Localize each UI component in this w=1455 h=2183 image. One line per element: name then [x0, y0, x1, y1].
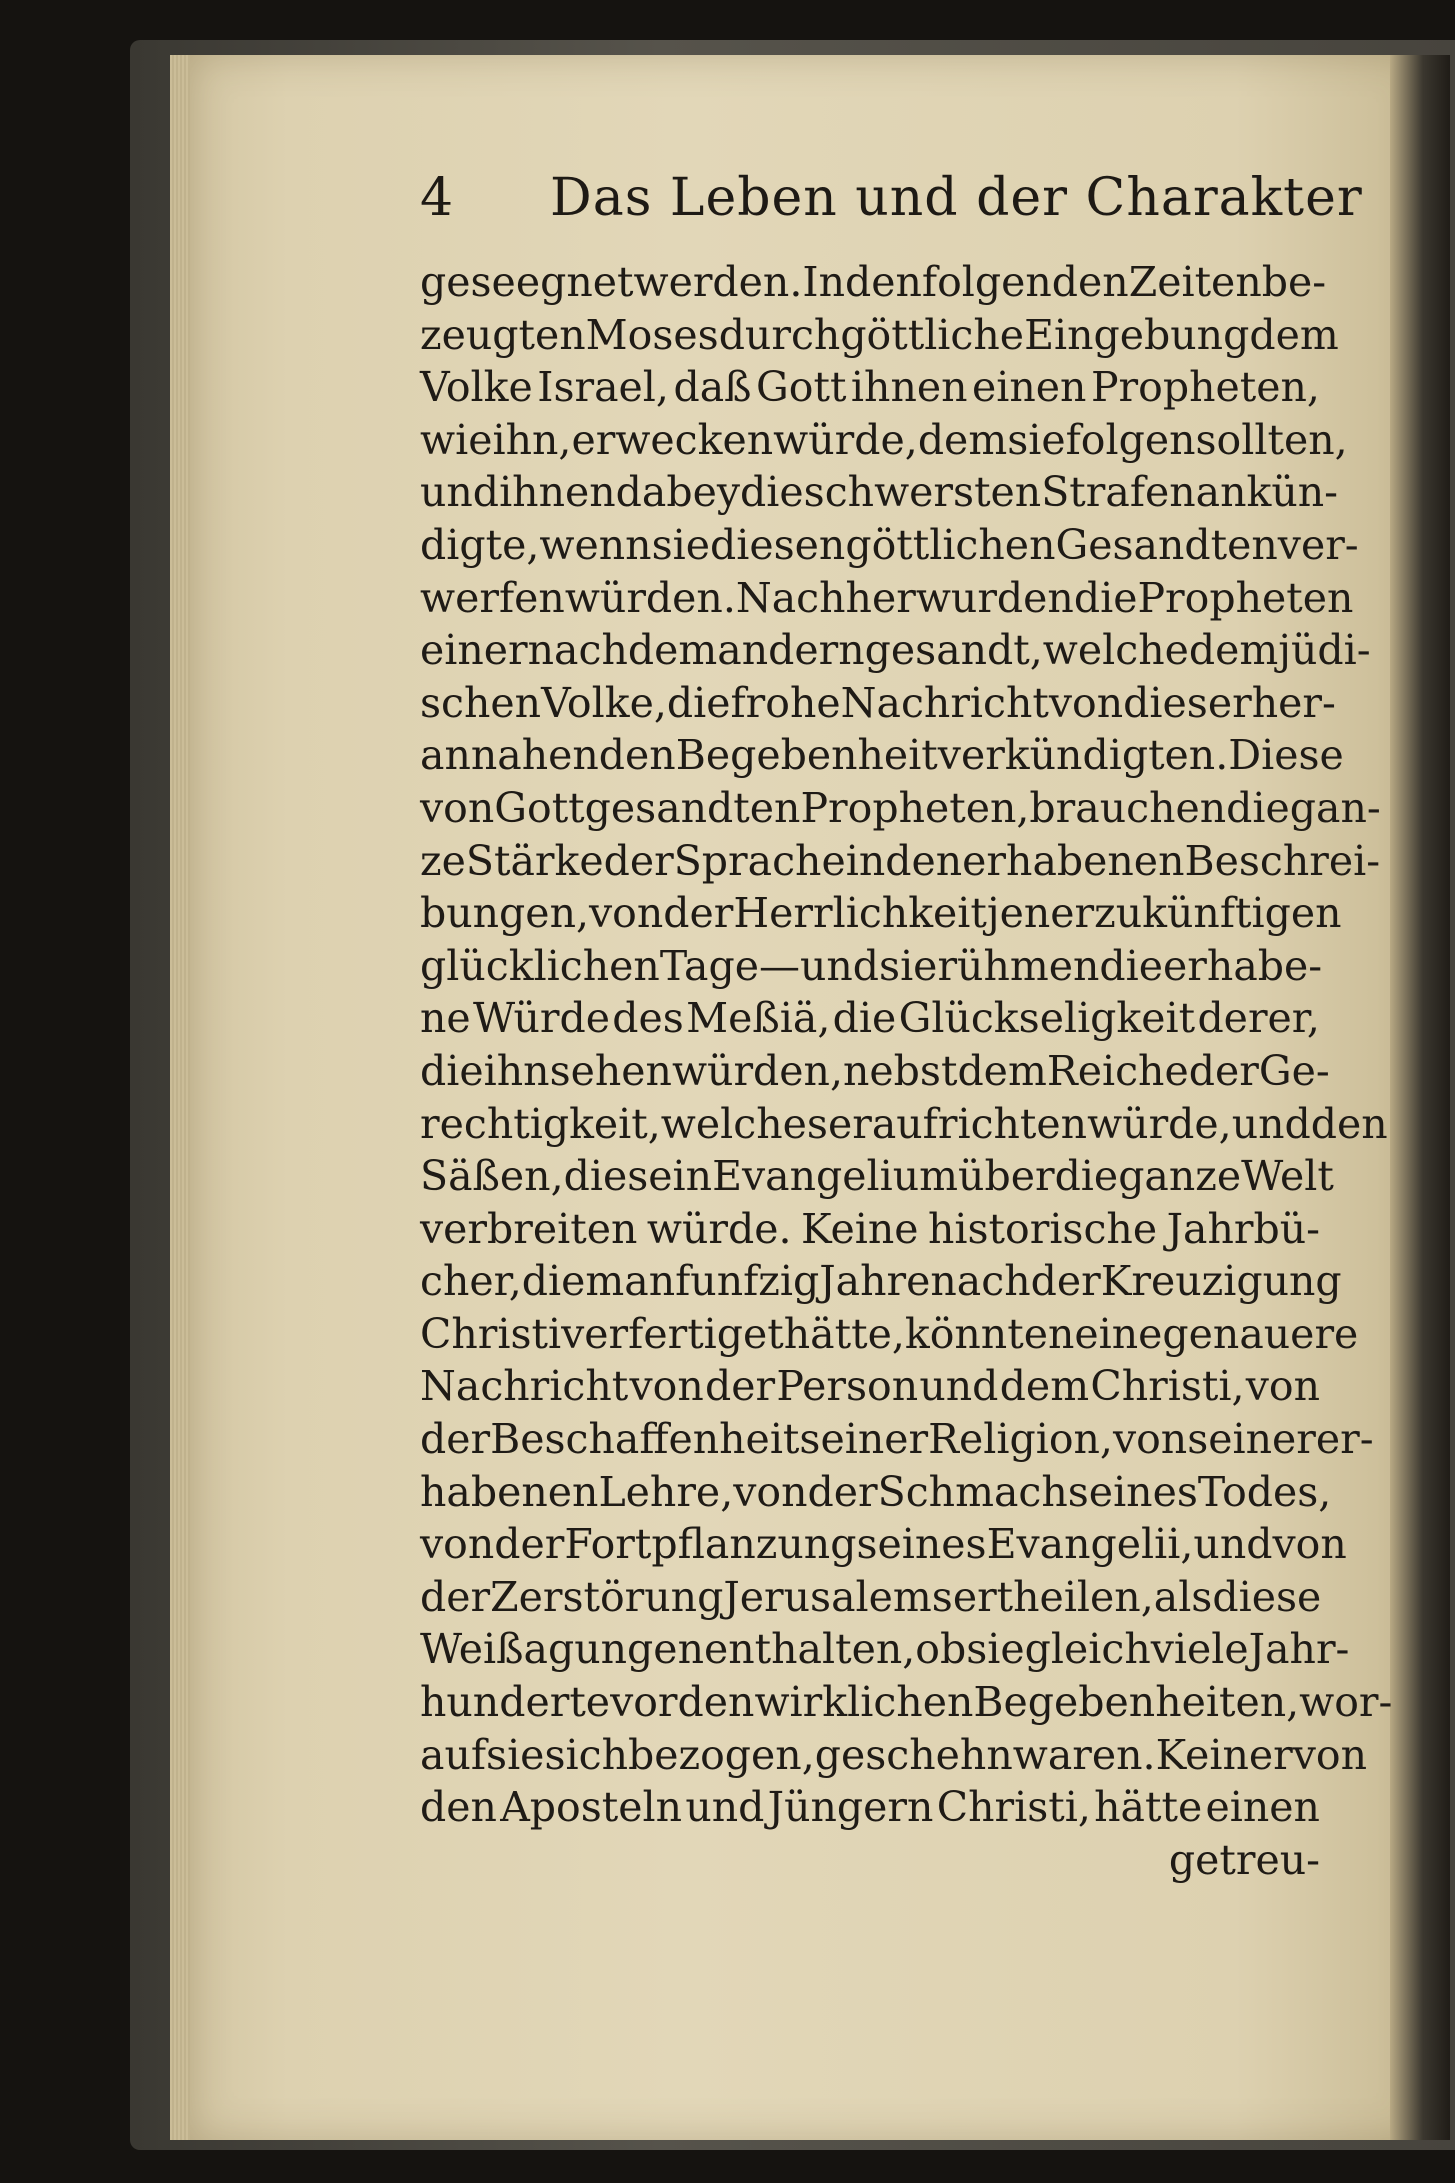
- text-word: göttlichen: [845, 520, 1056, 569]
- text-word: eine: [1074, 1309, 1163, 1358]
- text-line: [420, 1518, 1347, 1571]
- catchword-line: [420, 1834, 1320, 1887]
- text-word: Begebenheit: [675, 731, 938, 780]
- text-word: wenn: [539, 520, 652, 569]
- text-line: [420, 887, 1342, 940]
- text-word: wor-: [1299, 1678, 1393, 1727]
- text-word: und: [799, 941, 880, 990]
- text-word: sie: [486, 1730, 545, 1779]
- text-word: daß: [673, 363, 752, 412]
- text-line: [420, 256, 1327, 309]
- text-word: von: [1245, 1362, 1320, 1411]
- text-word: dem: [627, 626, 718, 675]
- text-word: historische: [928, 1204, 1158, 1253]
- text-word: ertheilen,: [952, 1572, 1154, 1621]
- text-word: dieser: [1123, 678, 1252, 727]
- text-word: welches: [660, 1099, 828, 1148]
- text-word: den: [1310, 1099, 1388, 1148]
- text-word: einer: [420, 626, 528, 675]
- text-word: sein: [627, 1152, 713, 1201]
- text-word: Nachricht: [420, 1362, 629, 1411]
- text-word: Begebenheiten,: [973, 1678, 1300, 1727]
- text-word: In: [802, 258, 845, 306]
- text-word: Gesandten: [1055, 520, 1278, 569]
- text-word: welche: [1042, 626, 1189, 675]
- text-word: Christi,: [1090, 1362, 1245, 1411]
- text-word: werden.: [633, 258, 803, 306]
- text-word: erhabe-: [1163, 941, 1323, 990]
- text-word: habenen: [420, 1467, 599, 1516]
- text-word: die: [521, 1257, 586, 1306]
- text-word: Beschaffenheit: [490, 1415, 800, 1464]
- text-word: geschehn: [814, 1730, 1013, 1779]
- text-line: [420, 414, 1348, 467]
- book-gutter: [1390, 55, 1450, 2140]
- text-word: dem: [917, 415, 1008, 464]
- text-word: sie: [651, 520, 710, 569]
- text-word: zukünftigen: [1094, 889, 1342, 938]
- page-number: 4: [420, 168, 455, 228]
- text-word: Religion,: [928, 1415, 1113, 1464]
- text-word: folgenden: [921, 258, 1129, 306]
- text-line: [420, 1413, 1374, 1466]
- text-word: glücklichen: [420, 941, 660, 990]
- text-word: zeugten: [420, 310, 586, 359]
- text-word: ver-: [1277, 520, 1359, 569]
- text-word: schen: [420, 678, 542, 727]
- text-line: [420, 1571, 1320, 1624]
- text-word: cher,: [420, 1257, 522, 1306]
- text-word: die: [563, 1152, 628, 1201]
- text-word: wirklichen: [754, 1678, 974, 1727]
- text-word: seiner: [1187, 1415, 1316, 1464]
- text-word: ze: [420, 836, 466, 885]
- text-word: ihnen: [850, 363, 968, 412]
- text-word: von: [1272, 1520, 1347, 1569]
- page-edges: [170, 55, 192, 2140]
- text-line: [420, 729, 1344, 782]
- text-word: rechtigkeit,: [420, 1099, 661, 1148]
- text-word: brauchen: [1029, 783, 1227, 832]
- text-word: der: [807, 1467, 878, 1516]
- text-line: [420, 1781, 1320, 1834]
- text-word: Schmach: [877, 1467, 1068, 1516]
- text-word: der: [1030, 1257, 1101, 1306]
- text-word: Weißagungen: [420, 1625, 704, 1674]
- text-line: [420, 1466, 1332, 1519]
- text-word: Jahrbü-: [1166, 1204, 1320, 1253]
- text-word: Zeiten: [1128, 258, 1262, 306]
- text-word: dem: [999, 1362, 1090, 1411]
- text-word: Jüngern: [767, 1783, 934, 1832]
- text-word: ihn: [483, 1046, 550, 1095]
- text-word: wurden: [915, 573, 1074, 622]
- text-word: würden,: [671, 1046, 843, 1095]
- text-word: von: [629, 1362, 704, 1411]
- text-word: den: [677, 1678, 755, 1727]
- text-word: diesen: [709, 520, 846, 569]
- text-line: [420, 519, 1359, 572]
- text-word: von: [1292, 1730, 1368, 1779]
- text-word: bezogen,: [627, 1730, 815, 1779]
- text-line: [420, 624, 1371, 677]
- text-word: der: [420, 1415, 491, 1464]
- text-word: sehen: [549, 1046, 672, 1095]
- text-word: gleich: [1024, 1625, 1151, 1674]
- text-word: Propheten,: [1090, 363, 1320, 412]
- text-word: von: [1112, 1415, 1188, 1464]
- text-word: folgen: [1065, 415, 1196, 464]
- text-word: nach: [527, 626, 628, 675]
- text-word: und: [685, 1783, 765, 1832]
- text-word: gesandten: [584, 783, 801, 832]
- text-word: würde,: [773, 415, 918, 464]
- text-word: die: [1073, 573, 1138, 622]
- text-word: Volke,: [541, 678, 667, 727]
- text-word: sie: [966, 1625, 1025, 1674]
- page-header: [420, 168, 1363, 238]
- text-line: [420, 677, 1336, 730]
- text-word: Glückseligkeit: [898, 994, 1196, 1043]
- text-word: Diese: [1228, 731, 1344, 780]
- text-word: Tage: [659, 941, 759, 990]
- text-line: [420, 1203, 1320, 1256]
- text-word: als: [1153, 1572, 1213, 1621]
- text-word: ihnen: [499, 468, 616, 517]
- text-word: Evangelium: [712, 1152, 959, 1201]
- text-word: durch: [718, 310, 841, 359]
- text-word: Reiche: [1046, 1046, 1189, 1095]
- text-word: die: [1226, 783, 1290, 832]
- text-word: Nachher: [735, 573, 916, 622]
- text-word: Sprache: [673, 836, 846, 885]
- text-word: Moses: [585, 310, 719, 359]
- text-word: Fortpflanzung: [564, 1520, 857, 1569]
- text-word: von: [1048, 678, 1124, 727]
- text-word: die: [666, 678, 731, 727]
- text-word: und: [919, 1362, 999, 1411]
- text-line: [420, 1729, 1368, 1782]
- text-word: Nachricht: [840, 678, 1049, 727]
- text-word: aufrichten: [871, 1099, 1088, 1148]
- text-word: von: [420, 1520, 495, 1569]
- text-word: funfzig: [675, 1257, 820, 1306]
- text-word: Keiner: [1155, 1730, 1293, 1779]
- text-word: ob: [915, 1625, 967, 1674]
- text-word: sie: [1007, 415, 1066, 464]
- text-word: Würde: [472, 994, 610, 1043]
- text-word: Jahre: [819, 1257, 931, 1306]
- text-word: seines: [856, 1520, 987, 1569]
- text-word: Todes,: [1197, 1467, 1332, 1516]
- text-line: [420, 1623, 1350, 1676]
- text-line: [420, 1150, 1334, 1203]
- text-word: könnten: [904, 1309, 1075, 1358]
- text-word: jüdi-: [1278, 626, 1371, 675]
- text-word: auf: [420, 1730, 487, 1779]
- text-word: Herrlichkeit: [733, 889, 987, 938]
- text-word: gan-: [1289, 783, 1381, 832]
- text-word: sie: [879, 941, 938, 990]
- text-word: Strafen: [1041, 468, 1196, 517]
- text-word: Keine: [800, 1204, 919, 1253]
- text-word: Säßen,: [420, 1152, 564, 1201]
- text-word: erwecken: [571, 415, 774, 464]
- text-line: [420, 466, 1339, 519]
- text-word: der: [420, 1572, 491, 1621]
- text-line: [420, 1676, 1393, 1729]
- text-word: vor: [610, 1678, 678, 1727]
- text-word: göttliche: [840, 310, 1025, 359]
- text-word: genauere: [1162, 1309, 1359, 1358]
- text-word: diese: [1212, 1572, 1322, 1621]
- text-word: annahenden: [420, 731, 676, 780]
- text-word: man: [585, 1257, 676, 1306]
- text-word: verfertiget: [561, 1309, 784, 1358]
- text-word: sich: [544, 1730, 628, 1779]
- text-word: ihn,: [492, 415, 572, 464]
- text-word: Welt: [1241, 1152, 1334, 1201]
- text-word: den: [420, 1783, 497, 1832]
- text-word: Gott: [756, 363, 847, 412]
- text-word: frohe: [730, 678, 841, 727]
- text-word: verbreiten: [420, 1204, 638, 1253]
- text-word: Beschrei-: [1184, 836, 1381, 885]
- text-word: Christi,: [936, 1783, 1091, 1832]
- text-word: die: [1054, 1152, 1119, 1201]
- text-word: ankün-: [1195, 468, 1339, 517]
- text-word: ne: [420, 994, 471, 1043]
- text-word: digte,: [420, 520, 540, 569]
- text-word: der: [663, 889, 734, 938]
- text-word: er: [827, 1099, 872, 1148]
- text-word: über: [958, 1152, 1055, 1201]
- text-word: Jerusalems: [723, 1572, 953, 1621]
- text-word: Meßiä,: [686, 994, 831, 1043]
- body-text: [420, 256, 1393, 1886]
- text-word: Ge-: [1258, 1046, 1330, 1095]
- text-word: viele: [1150, 1625, 1249, 1674]
- text-word: von: [733, 1467, 808, 1516]
- text-word: der: [1188, 1046, 1259, 1095]
- text-word: hunderte: [420, 1678, 611, 1727]
- text-word: Person: [776, 1362, 919, 1411]
- text-line: [420, 1045, 1330, 1098]
- text-line: [420, 309, 1339, 362]
- text-word: Kreuzigung: [1100, 1257, 1342, 1306]
- text-word: er-: [1315, 1415, 1374, 1464]
- text-word: werfen: [420, 573, 565, 622]
- text-word: den: [885, 836, 963, 885]
- text-word: die: [740, 468, 804, 517]
- text-line: [420, 572, 1354, 625]
- text-word: her-: [1251, 678, 1336, 727]
- text-word: einen: [972, 363, 1087, 412]
- text-word: andern: [717, 626, 865, 675]
- text-word: verkündigten.: [937, 731, 1229, 780]
- text-word: von: [589, 889, 664, 938]
- text-word: waren.: [1012, 1730, 1156, 1779]
- text-word: nach: [930, 1257, 1031, 1306]
- text-word: rühmen: [937, 941, 1100, 990]
- text-word: der: [494, 1520, 565, 1569]
- running-title: Das Leben und der Charakter: [550, 168, 1363, 228]
- text-word: geseegnet: [420, 258, 634, 306]
- text-word: ganze: [1118, 1152, 1242, 1201]
- text-word: wie: [420, 415, 493, 464]
- text-word: hätte: [1094, 1783, 1203, 1832]
- text-word: würde,: [1087, 1099, 1232, 1148]
- text-word: seines: [1067, 1467, 1198, 1516]
- text-word: Jahr-: [1248, 1625, 1350, 1674]
- text-word: jener: [986, 889, 1095, 938]
- text-word: enthalten,: [703, 1625, 916, 1674]
- text-line: [420, 835, 1381, 888]
- text-word: dem: [1249, 310, 1339, 359]
- text-word: die: [1099, 941, 1164, 990]
- text-line: [420, 1098, 1388, 1151]
- text-word: Christi: [420, 1309, 562, 1358]
- text-word: und: [420, 468, 500, 517]
- text-line: [420, 1360, 1320, 1413]
- text-word: der: [603, 836, 674, 885]
- text-word: sollten,: [1195, 415, 1348, 464]
- text-word: hätte,: [783, 1309, 905, 1358]
- text-line: [420, 1255, 1342, 1308]
- text-word: des: [612, 994, 684, 1043]
- text-word: Stärke: [465, 836, 604, 885]
- text-line: [420, 940, 1323, 993]
- text-word: Israel,: [537, 363, 669, 412]
- text-word: Aposteln: [500, 1783, 683, 1832]
- text-word: Gott: [494, 783, 585, 832]
- text-word: dem: [957, 1046, 1047, 1095]
- text-word: Evangelii,: [986, 1520, 1194, 1569]
- text-line: [420, 1308, 1359, 1361]
- text-line: [420, 361, 1320, 414]
- text-word: gesandt,: [864, 626, 1043, 675]
- text-word: derer,: [1197, 994, 1320, 1043]
- text-word: einen: [1205, 1783, 1320, 1832]
- text-word: erhabenen: [962, 836, 1185, 885]
- text-word: —: [758, 941, 800, 990]
- text-word: dem: [1188, 626, 1279, 675]
- text-word: dabey: [615, 468, 741, 517]
- text-word: würden.: [564, 573, 736, 622]
- text-word: seiner: [799, 1415, 929, 1464]
- text-word: Propheten: [1137, 573, 1354, 622]
- text-word: Eingebung: [1024, 310, 1250, 359]
- text-word: die: [832, 994, 897, 1043]
- text-word: nebst: [843, 1046, 958, 1095]
- text-word: Volke: [420, 363, 533, 412]
- text-word: von: [420, 783, 495, 832]
- text-word: würde.: [646, 1204, 792, 1253]
- text-line: [420, 992, 1320, 1045]
- text-word: und: [1231, 1099, 1311, 1148]
- text-word: die: [420, 1046, 484, 1095]
- text-line: [420, 782, 1381, 835]
- text-word: bungen,: [420, 889, 590, 938]
- text-word: Zerstörung: [490, 1572, 724, 1621]
- text-word: Propheten,: [800, 783, 1030, 832]
- text-word: den: [844, 258, 922, 306]
- text-word: und: [1193, 1520, 1273, 1569]
- text-word: be-: [1261, 258, 1327, 306]
- text-word: der: [705, 1362, 776, 1411]
- text-word: Lehre,: [598, 1467, 734, 1516]
- text-word: schwersten: [803, 468, 1042, 517]
- text-word: in: [845, 836, 886, 885]
- catchword: getreu-: [1168, 1835, 1320, 1884]
